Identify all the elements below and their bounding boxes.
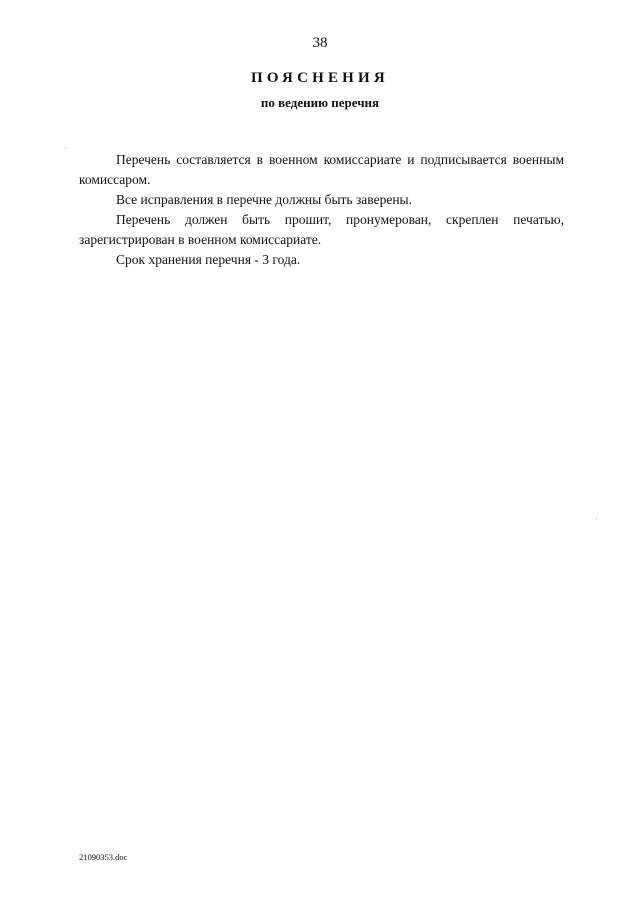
body-paragraph-1: Перечень составляется в военном комиссариате и подписывается военным комиссаром. xyxy=(79,152,564,187)
document-subtitle: по ведению перечня xyxy=(260,95,380,110)
page-number: 38 xyxy=(312,35,328,51)
scan-speck xyxy=(596,518,597,519)
document-title: ПОЯСНЕНИЯ xyxy=(251,70,389,86)
document-body xyxy=(79,150,564,270)
body-paragraph-3: Перечень должен быть прошит, пронумерован, скреплен печатью, зарегистрирован в военном комиссариате. xyxy=(79,212,564,247)
body-paragraph-2: Все исправления в перечне должны быть заверены. xyxy=(116,192,412,207)
scan-speck xyxy=(65,147,66,148)
body-paragraph-4: Срок хранения перечня - 3 года. xyxy=(116,252,301,267)
footer-document-code: 21090353.doc xyxy=(79,852,128,862)
